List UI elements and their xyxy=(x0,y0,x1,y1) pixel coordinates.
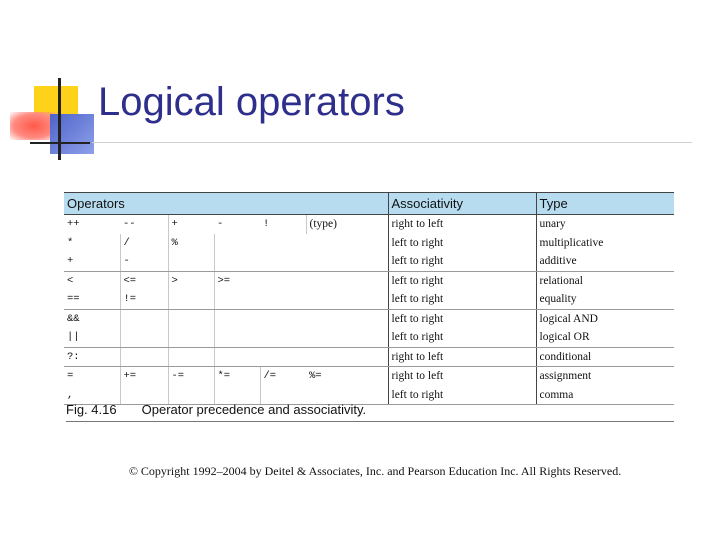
table-row xyxy=(64,309,674,328)
operator-cell: >= xyxy=(214,271,260,290)
table-row xyxy=(64,367,674,386)
operator-cell: , xyxy=(64,386,120,405)
operator-cell xyxy=(306,290,388,309)
operator-cell xyxy=(214,309,260,328)
operator-cell xyxy=(214,347,260,367)
table-row xyxy=(64,290,674,309)
operator-cell: * xyxy=(67,236,74,249)
operator-cell: = xyxy=(67,370,74,383)
associativity-cell: right to left xyxy=(388,347,536,367)
operator-cell: ! xyxy=(263,218,270,231)
associativity-cell: right to left xyxy=(388,215,536,234)
type-cell: conditional xyxy=(536,347,674,367)
precedence-table-container xyxy=(64,192,674,405)
header-associativity: Associativity xyxy=(388,193,536,215)
operator-cell xyxy=(260,290,306,309)
decor-vertical-line xyxy=(58,78,61,160)
type-cell: logical AND xyxy=(536,309,674,328)
type-cell: assignment xyxy=(536,367,674,386)
operator-cell xyxy=(168,328,214,347)
operator-cell: != xyxy=(120,290,168,309)
operator-cell xyxy=(306,252,388,271)
figure-number: Fig. 4.16 xyxy=(66,402,117,417)
operator-cell xyxy=(168,252,214,271)
associativity-cell: left to right xyxy=(388,234,536,253)
type-cell: logical OR xyxy=(536,328,674,347)
operator-cell xyxy=(306,234,388,253)
operator-cell: -= xyxy=(168,367,214,386)
operator-cell xyxy=(168,309,214,328)
type-cell: unary xyxy=(536,215,674,234)
decor-blue-square xyxy=(50,114,94,154)
table-body xyxy=(64,215,674,405)
table-row xyxy=(64,328,674,347)
associativity-cell: left to right xyxy=(388,271,536,290)
type-cell: multiplicative xyxy=(536,234,674,253)
title-underline xyxy=(92,142,692,143)
operator-cell: (type) xyxy=(306,215,388,234)
operator-cell: ++ xyxy=(67,218,80,231)
decor-horizontal-line xyxy=(30,142,90,144)
operator-cell: += xyxy=(120,367,168,386)
operator-cell: <= xyxy=(120,271,168,290)
operator-cell xyxy=(306,309,388,328)
operator-cell: /= xyxy=(260,367,306,386)
operator-cell xyxy=(260,234,306,253)
associativity-cell: left to right xyxy=(388,309,536,328)
operator-cell: < xyxy=(67,274,74,287)
type-cell: relational xyxy=(536,271,674,290)
type-cell: additive xyxy=(536,252,674,271)
operator-cell: + xyxy=(64,252,120,271)
type-cell: comma xyxy=(536,386,674,405)
type-cell: equality xyxy=(536,290,674,309)
operator-cell: %= xyxy=(309,370,322,383)
slide-title: Logical operators xyxy=(98,80,405,124)
table-row xyxy=(64,347,674,367)
operator-cell xyxy=(214,290,260,309)
header-type: Type xyxy=(536,193,674,215)
operator-cell: == xyxy=(64,290,120,309)
operator-cell xyxy=(214,234,260,253)
operator-cell: ?: xyxy=(64,347,120,367)
operator-cell xyxy=(214,328,260,347)
figure-caption-text: Operator precedence and associativity. xyxy=(141,402,367,417)
operator-cell xyxy=(260,271,306,290)
operator-cell xyxy=(120,309,168,328)
table-row xyxy=(64,215,674,234)
table-row xyxy=(64,271,674,290)
table-row xyxy=(64,252,674,271)
associativity-cell: left to right xyxy=(388,386,536,405)
operator-cell xyxy=(168,290,214,309)
operator-cell xyxy=(260,347,306,367)
operator-cell: -- xyxy=(123,218,136,231)
operator-cell: && xyxy=(67,312,80,325)
table-row xyxy=(64,234,674,253)
operator-cell: - xyxy=(120,252,168,271)
operator-cell xyxy=(214,252,260,271)
associativity-cell: left to right xyxy=(388,252,536,271)
associativity-cell: right to left xyxy=(388,367,536,386)
operator-cell xyxy=(120,328,168,347)
operator-cell xyxy=(260,328,306,347)
operator-cell: % xyxy=(168,234,214,253)
operator-cell xyxy=(306,347,388,367)
operator-cell xyxy=(306,271,388,290)
figure-caption xyxy=(66,402,674,422)
operator-cell: / xyxy=(120,234,168,253)
table-header-row xyxy=(64,193,674,215)
operator-cell: > xyxy=(168,271,214,290)
operator-cell xyxy=(120,347,168,367)
operator-cell xyxy=(168,347,214,367)
precedence-table xyxy=(64,192,674,405)
operator-cell: + xyxy=(168,215,214,234)
operator-cell xyxy=(306,328,388,347)
operator-cell xyxy=(260,252,306,271)
operator-cell xyxy=(260,309,306,328)
header-operators: Operators xyxy=(64,193,388,215)
operator-cell: *= xyxy=(214,367,260,386)
copyright-notice: © Copyright 1992–2004 by Deitel & Associates, Inc. and Pearson Education Inc. All Rights Reserved. xyxy=(128,464,622,478)
associativity-cell: left to right xyxy=(388,328,536,347)
associativity-cell: left to right xyxy=(388,290,536,309)
operator-cell: - xyxy=(217,218,224,231)
operator-cell: || xyxy=(64,328,120,347)
